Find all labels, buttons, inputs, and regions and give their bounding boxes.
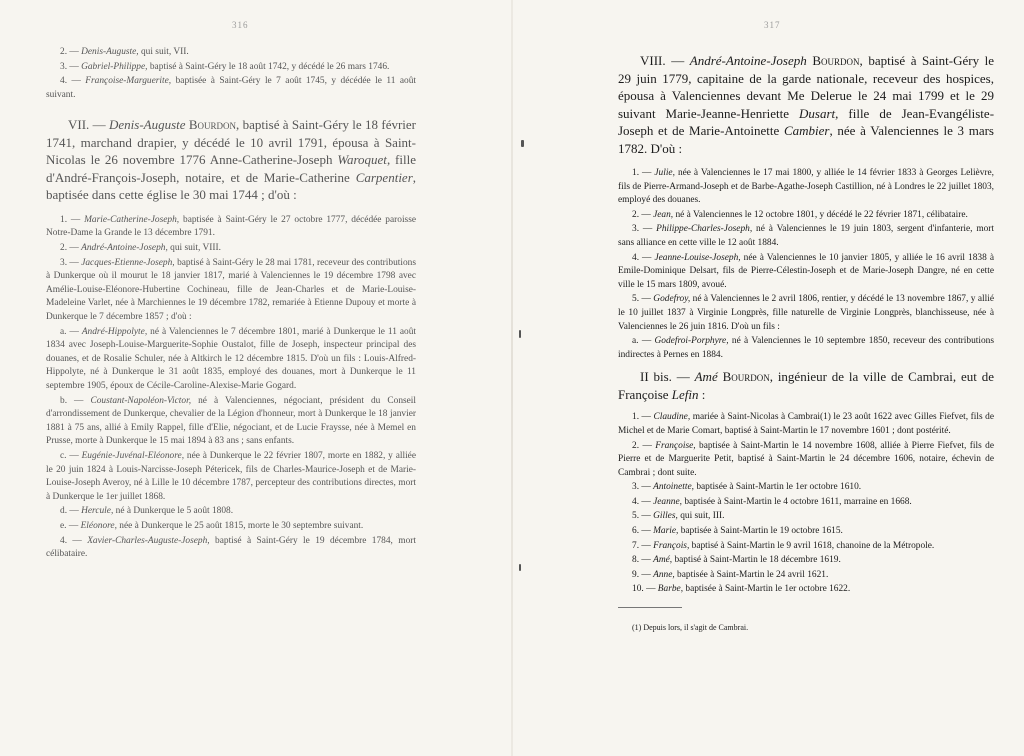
list-item: 3. — Philippe-Charles-Joseph, né à Valenciennes le 19 juin 1803, sergent d'infanterie, mort sans alliance en cette ville le 12 août 1884. <box>618 224 995 248</box>
list-item: 4. — Xavier-Charles-Auguste-Joseph, baptisé à Saint-Géry le 19 décembre 1784, mort célibataire. <box>46 535 416 560</box>
list-item: 3. — Antoinette, baptisée à Saint-Martin le 1er octobre 1610. <box>632 482 862 493</box>
footnote: (1) Depuis lors, il s'agit de Cambrai. <box>632 623 749 633</box>
list-item: a. — Godefroi-Porphyre, né à Valenciennes le 10 septembre 1850, receveur des contributions indirectes à Pernes en 1884. <box>618 336 995 360</box>
list-item: 2. — Denis-Auguste, qui suit, VII. <box>60 47 189 57</box>
list-item: b. — Coustant-Napoléon-Victor, né à Valenciennes, négociant, président du Conseil d'arrondissement de Dunkerque, chevalier de la Légion d'honneur, mort à Dunkerque le 18 janvier 1881 à 75 ans, allié à Emily Rappel, fille d'Elie, négociant, et de Lucie Fraysse, née à Memel en Prusse, morte à Dunkerque le 15 mai 1894 à 83 ans ; sans enfants. <box>46 395 417 447</box>
entries-ii-bis <box>618 411 994 597</box>
entries-viii <box>618 167 994 362</box>
right-page <box>512 0 1024 756</box>
list-item: e. — Eléonore, née à Dunkerque le 25 août 1815, morte le 30 septembre suivant. <box>60 520 364 531</box>
list-item: 3. — Jacques-Etienne-Joseph, baptisé à Saint-Géry le 28 mai 1781, receveur des contributions à Dunkerque où il mourut le 18 janvier 1817, marié à Valenciennes le 19 décembre 1798 avec Amélie-Louise-Eléonore-Hubertine Cochineau, fille de Jean-Charles et de Marie-Louise-Madeleine Varlet, née à Marchiennes le 19 décembre 1782, remariée à Etienne Dupouy et morte à Dunkerque le 7 décembre 1857 ; d'où : <box>46 257 417 323</box>
section-heading-vii: VII. — Denis-Auguste Bourdon, baptisé à Saint-Géry le 18 février 1741, marchand drapier, y décédé le 10 avril 1791, épousa à Saint-Nicolas le 26 novembre 1776 Anne-Catherine-Joseph Waroquet, fille d'André-François-Joseph, notaire, et de Marie-Catherine Carpentier, baptisée dans cette église le 30 mai 1744 ; d'où : <box>46 117 417 203</box>
list-item: 5. — Godefroy, né à Valenciennes le 2 avril 1806, rentier, y décédé le 13 novembre 1867, y allié le 10 juillet 1837 à Virginie Longprès, fille naturelle de Virginie Longprès, blanchisseuse, née à Valenciennes le 26 juin 1816. D'où un fils : <box>618 294 994 332</box>
list-item: 4. — Jeanne-Louise-Joseph, née à Valenciennes le 10 janvier 1805, y alliée le 16 avril 1838 à Emile-Dominique Delsart, fils de Pierre-Célestin-Joseph et de Marie-Joseph Dangre, né en cette ville le 15 mars 1809, avoué. <box>618 252 995 290</box>
list-item: 8. — Amé, baptisé à Saint-Martin le 18 décembre 1619. <box>632 555 841 566</box>
list-item: 5. — Gilles, qui suit, III. <box>632 511 725 522</box>
list-item: 1. — Julie, née à Valenciennes le 17 mai 1800, y alliée le 14 février 1833 à Georges Lelièvre, fils de Pierre-Armand-Joseph et de Barbe-Agathe-Joseph Castillion, né à Londres le 22 juillet 1803, employé des douanes. <box>618 168 995 206</box>
list-item: a. — André-Hippolyte, né à Valenciennes le 7 décembre 1801, marié à Dunkerque le 11 août 1834 avec Joseph-Louise-Marguerite-Sophie Oustalot, fille de Joseph, inspecteur principal des douanes, et de Rosalie Schuler, née à Altkirch le 12 décembre 1815. D'où un fils : Louis-Alfred-Hippolyte, né à Dunkerque le 31 août 1835, employé des douanes, mort à Dunkerque le 11 septembre 1905, époux de Cécile-Caroline-Alexise-Marie Gogard. <box>46 326 417 391</box>
list-item: 3. — Gabriel-Philippe, baptisé à Saint-Géry le 18 août 1742, y décédé le 26 mars 1746. <box>60 61 390 72</box>
section-heading-ii-bis: II bis. — Amé Bourdon, ingénieur de la ville de Cambrai, eut de Françoise Lefin : <box>618 369 994 402</box>
list-item: 2. — Jean, né à Valenciennes le 12 octobre 1801, y décédé le 22 février 1871, célibataire. <box>632 209 968 220</box>
page-number-right: 317 <box>764 20 781 30</box>
list-item: c. — Eugénie-Juvénal-Eléonore, née à Dunkerque le 22 février 1807, morte en 1882, y alliée le 20 juin 1824 à Louis-Narcisse-Joseph Pétericek, fils de Charles-Maurice-Joseph et de Marie-Louise-Joseph Averoy, né à Lille le 10 décembre 1787, percepteur des contributions directes, mort à Dunkerque le 1er juillet 1868. <box>46 450 416 502</box>
entries-vii <box>46 214 416 562</box>
list-item: 6. — Marie, baptisée à Saint-Martin le 19 octobre 1615. <box>632 526 843 537</box>
list-item: 4. — Jeanne, baptisée à Saint-Martin le 4 octobre 1611, marraine en 1668. <box>632 496 912 507</box>
page-number-left: 316 <box>232 20 249 30</box>
list-item: 9. — Anne, baptisée à Saint-Martin le 24 avril 1621. <box>632 569 829 580</box>
list-item: 1. — Marie-Catherine-Joseph, baptisée à Saint-Géry le 27 octobre 1777, décédée paroisse Notre-Dame la Grande le 13 décembre 1791. <box>46 214 417 239</box>
list-item: 7. — François, baptisé à Saint-Martin le 9 avril 1618, chanoine de la Métropole. <box>632 540 935 551</box>
list-item: 1. — Claudine, mariée à Saint-Nicolas à Cambrai(1) le 23 août 1622 avec Gilles Fiefvet, fils de Michel et de Marie Comart, baptisé à Saint-Martin le 17 novembre 1601 ; dont postérité. <box>618 412 994 436</box>
list-item: d. — Hercule, né à Dunkerque le 5 août 1808. <box>60 506 234 517</box>
section-heading-viii: VIII. — André-Antoine-Joseph Bourdon, baptisé à Saint-Géry le 29 juin 1779, capitaine de la garde nationale, receveur des hospices, épousa à Valenciennes devant Me Delerue le 24 mai 1799 et le 29 suivant Marie-Jeanne-Henriette Dusart, fille de Jean-Evangéliste-Joseph et de Marie-Antoinette Cambier, née à Valenciennes le 3 mars 1782. D'où : <box>618 53 995 156</box>
entries-top <box>46 46 416 102</box>
footnote-divider <box>618 607 682 608</box>
list-item: 10. — Barbe, baptisée à Saint-Martin le 1er octobre 1622. <box>632 584 851 595</box>
list-item: 4. — Françoise-Marguerite, baptisée à Saint-Géry le 7 août 1745, y décédée le 11 août suivant. <box>46 76 416 100</box>
list-item: 2. — Françoise, baptisée à Saint-Martin le 14 novembre 1608, alliée à Pierre Fiefvet, fils de Pierre et de Marguerite Petit, baptisé à Saint-Martin le 24 décembre 1606, notaire, échevin de Cambrai ; dont suite. <box>618 440 995 478</box>
list-item: 2. — André-Antoine-Joseph, qui suit, VIII. <box>60 243 222 254</box>
